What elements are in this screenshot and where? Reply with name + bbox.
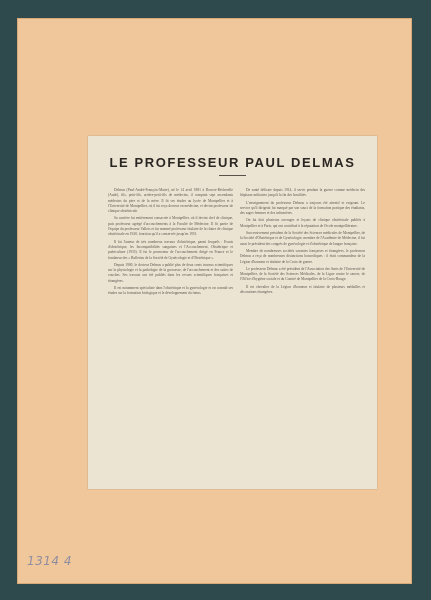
document-sheet (88, 136, 377, 489)
paragraph: Depuis 1900, le docteur Delmas a publié plus de deux cents travaux scientifiques sur la physiologie et la pathologie de la grossesse, de l'accouchement et des suites de couches. Ses travaux ont été publiés dans les revues scientifiques françaises et étrangères. (108, 262, 233, 283)
paragraph: L'enseignement du professeur Delmas a toujours été attentif et exigeant. Le service qu'il dirigeait fut marqué par son souci de la formation pratique des étudiants, des sages-femmes et des infirmières. (240, 200, 365, 216)
paragraph: Il fut l'auteur de très nombreux travaux d'obstétrique, parmi lesquels : Essais d'obstétrique, les Incompatibilités sanguines et l'Accouchement, Obstétrique et puériculture (1935). Il fut le promoteur de l'accouchement dirigé en France et le fondateur des « Bulletins de la Société de Gynécologie et d'Obstétrique ». (108, 239, 233, 260)
handwritten-catalog-number: 1314 4 (27, 554, 72, 568)
right-column (240, 188, 365, 297)
paragraph: Il est notamment spécialiste dans l'obstétrique et la gynécologie et on connaît ses études sur la formation biologique et le développement du fœtus. (108, 286, 233, 296)
title-underline (219, 175, 246, 176)
left-column (108, 188, 233, 299)
paragraph: Sa carrière fut entièrement consacrée à Montpellier, où il devint chef de clinique, puis professeur agrégé d'accouchements à la Faculté de Médecine. Il fit partie de l'équipe du professeur Vallois et fut nommé professeur titulaire de la chaire de clinique obstétricale en 1920, fonction qu'il a conservée jusqu'en 1951. (108, 216, 233, 237)
paragraph: Delmas (Paul-André-François-Marie), né le 14 avril 1881 à Douvre-Bécherelle (Aude), fils, petit-fils, arrière-petit-fils de médecins, il comptait sept ascendants médecins du père et de la mère. Il fit ses études au lycée de Montpellier et à l'Université de Montpellier, où il fut reçu docteur en médecine, et devint professeur de clinique obstétricale. (108, 188, 233, 214)
document-title: LE PROFESSEUR PAUL DELMAS (109, 155, 356, 170)
paragraph: Il est chevalier de la Légion d'honneur et titulaire de plusieurs médailles et décorations étrangères. (240, 284, 365, 295)
paragraph: De santé délicate depuis 1914, il servit pendant la guerre comme médecin des hôpitaux militaires jusqu'à la fin des hostilités. (240, 188, 365, 198)
paragraph: Le professeur Delmas a été président de l'Association des Amis de l'Université de Montpellier, de la Société des Sciences Médicales, de la Ligue contre le cancer, de l'Office d'hygiène sociale et du Comité de Montpellier de la Croix-Rouge. (240, 266, 365, 282)
paragraph: On lui doit plusieurs ouvrages et leçons de clinique obstétricale publiés à Montpellier et à Paris, qui ont contribué à la réputation de l'école montpelliéraine. (240, 218, 365, 228)
paragraph: Successivement président de la Société des Sciences médicales de Montpellier, de la Société d'Obstétrique et de Gynécologie, membre de l'Académie de Médecine, il fut aussi le président des congrès de gynécologie et d'obstétrique de langue française. (240, 231, 365, 246)
mounting-board (17, 18, 412, 584)
paragraph: Membre de nombreuses sociétés savantes françaises et étrangères, le professeur Delmas a reçu de nombreuses distinctions honorifiques : il était commandeur de la Légion d'honneur et titulaire de la Croix de guerre. (240, 248, 365, 264)
